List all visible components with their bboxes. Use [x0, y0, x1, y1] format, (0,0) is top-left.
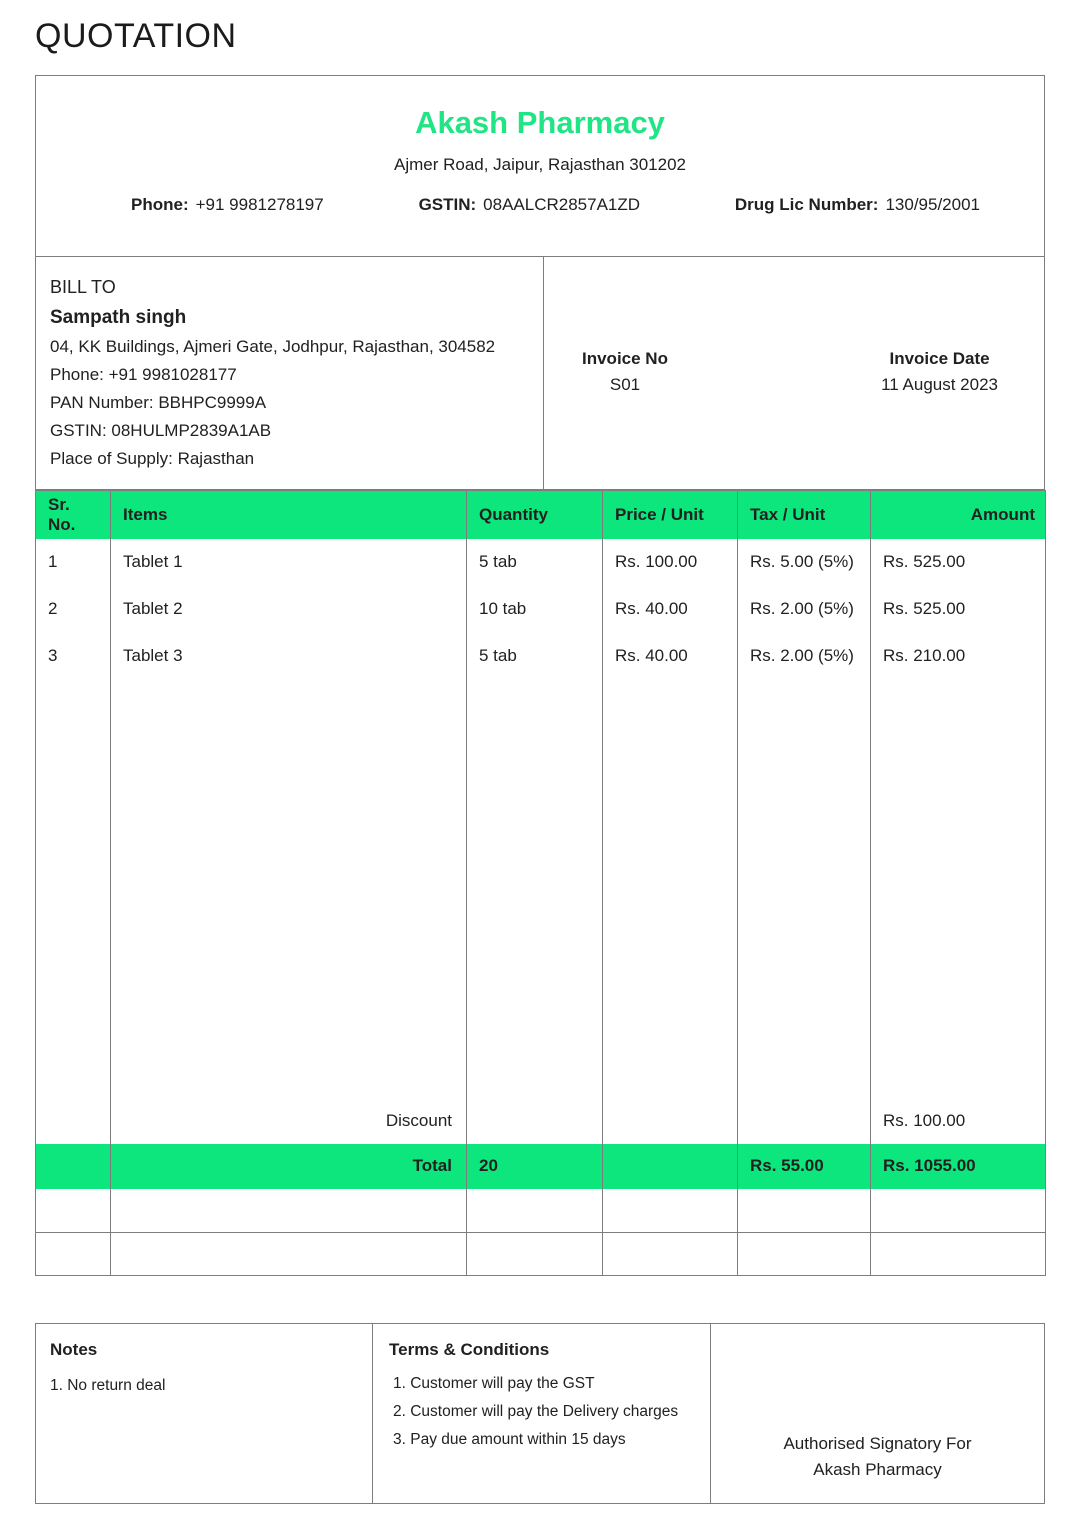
item-amount: Rs. 210.00: [883, 646, 966, 665]
empty-row: [36, 1233, 1046, 1276]
notes-heading: Notes: [50, 1340, 98, 1359]
terms-heading: Terms & Conditions: [389, 1340, 550, 1359]
empty-row: [36, 1189, 1046, 1233]
company-phone-label: Phone:: [131, 195, 189, 214]
item-name: Tablet 3: [111, 633, 467, 680]
customer-place-of-supply: Place of Supply: Rajasthan: [50, 449, 255, 468]
bill-to-heading: BILL TO: [50, 277, 116, 297]
header-tax-unit: Tax / Unit: [738, 491, 871, 539]
header-sr-no: Sr. No.: [36, 491, 111, 539]
signature-line-2: Akash Pharmacy: [813, 1460, 942, 1479]
item-name: Tablet 2: [111, 586, 467, 633]
item-qty: 5 tab: [467, 539, 603, 586]
invoice-date-block: [881, 347, 998, 399]
company-phone-value: +91 9981278197: [195, 195, 324, 214]
company-gstin-value: 08AALCR2857A1ZD: [483, 195, 641, 214]
company-gstin-label: GSTIN:: [418, 195, 477, 214]
discount-label: Discount: [111, 1098, 467, 1144]
discount-row: [36, 1098, 1046, 1144]
company-drug-lic-value: 130/95/2001: [885, 195, 980, 214]
invoice-date-value: 11 August 2023: [881, 375, 998, 394]
page-title: QUOTATION: [35, 17, 237, 55]
item-sr: 1: [36, 539, 111, 586]
total-amount: Rs. 1055.00: [883, 1156, 976, 1175]
item-name: Tablet 1: [111, 539, 467, 586]
invoice-no-label: Invoice No: [582, 349, 668, 368]
table-header-row: [36, 491, 1046, 539]
table-spacer-row: [36, 680, 1046, 1098]
total-tax: Rs. 55.00: [738, 1144, 871, 1189]
item-tax: Rs. 2.00 (5%): [738, 586, 871, 633]
item-amount: Rs. 525.00: [883, 599, 966, 618]
item-price: Rs. 40.00: [603, 633, 738, 680]
terms-item: 1. Customer will pay the GST: [393, 1375, 595, 1392]
item-tax: Rs. 5.00 (5%): [738, 539, 871, 586]
header-price-unit: Price / Unit: [603, 491, 738, 539]
header-quantity: Quantity: [467, 491, 603, 539]
total-row: [36, 1144, 1046, 1189]
items-table: [35, 490, 1046, 1276]
quotation-page: [0, 16, 1080, 1504]
total-quantity: 20: [467, 1144, 603, 1189]
company-gstin: [419, 195, 640, 215]
note-item: 1. No return deal: [50, 1377, 166, 1394]
discount-amount: Rs. 100.00: [883, 1110, 966, 1130]
total-label: Total: [111, 1144, 467, 1189]
customer-name: Sampath singh: [50, 307, 187, 328]
header-amount: Amount: [970, 504, 1035, 524]
table-row: [36, 539, 1046, 586]
terms-list: [389, 1372, 696, 1452]
item-qty: 10 tab: [467, 586, 603, 633]
invoice-no-value: S01: [609, 375, 641, 394]
item-price: Rs. 40.00: [603, 586, 738, 633]
company-info-row: [36, 195, 1044, 215]
company-name: Akash Pharmacy: [415, 105, 665, 140]
customer-gstin: GSTIN: 08HULMP2839A1AB: [50, 421, 272, 440]
item-amount: Rs. 525.00: [883, 552, 966, 571]
invoice-date-label: Invoice Date: [889, 349, 990, 368]
header-items: Items: [111, 491, 467, 539]
bill-to-cell: [36, 257, 544, 489]
company-address: Ajmer Road, Jaipur, Rajasthan 301202: [393, 155, 686, 174]
item-sr: 3: [36, 633, 111, 680]
customer-address: 04, KK Buildings, Ajmeri Gate, Jodhpur, Rajasthan, 304582: [50, 337, 496, 356]
invoice-no-block: [582, 347, 668, 399]
table-row: [36, 633, 1046, 680]
footer-section: [35, 1323, 1045, 1504]
item-price: Rs. 100.00: [603, 539, 738, 586]
signature-line-1: Authorised Signatory For: [783, 1434, 972, 1453]
bill-to-section: [35, 257, 1045, 490]
item-qty: 5 tab: [467, 633, 603, 680]
table-row: [36, 586, 1046, 633]
item-tax: Rs. 2.00 (5%): [738, 633, 871, 680]
item-sr: 2: [36, 586, 111, 633]
customer-pan: PAN Number: BBHPC9999A: [50, 393, 267, 412]
terms-item: 2. Customer will pay the Delivery charges: [393, 1403, 679, 1420]
notes-cell: [36, 1324, 373, 1503]
company-drug-lic-label: Drug Lic Number:: [734, 195, 879, 214]
customer-phone: Phone: +91 9981028177: [50, 365, 237, 384]
terms-item: 3. Pay due amount within 15 days: [393, 1431, 626, 1448]
company-drug-lic: [735, 195, 980, 215]
company-header-box: [35, 75, 1045, 257]
company-phone: [131, 195, 324, 215]
terms-cell: [373, 1324, 711, 1503]
invoice-meta-cell: [544, 257, 1044, 489]
signature-cell: [711, 1324, 1044, 1503]
